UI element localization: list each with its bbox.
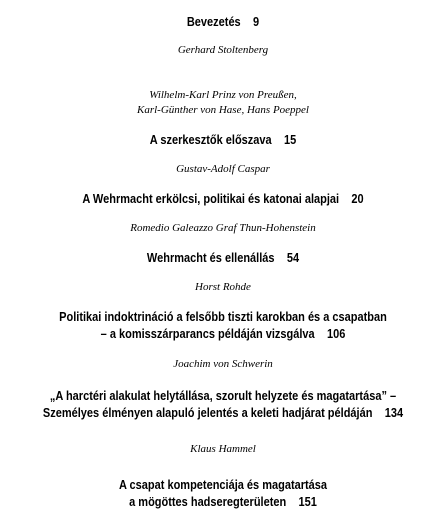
toc-author (0, 88, 446, 118)
toc-author-text: Horst Rohde (195, 281, 251, 293)
toc-page-number: 134 (384, 406, 404, 420)
toc-title-text: Személyes élményen alapuló jelentés a keleti hadjárat példáján (42, 406, 373, 420)
toc-title-text: „A harctéri alakulat helytállása, szorult helyzete és magatartása” – (49, 389, 397, 403)
toc-author-text: Klaus Hammel (190, 443, 256, 455)
toc-page-number: 15 (283, 133, 297, 147)
toc-title-political-indoctrination (27, 309, 419, 343)
toc-title-troop-competence (27, 477, 419, 511)
toc-title-text: – a komisszárparancs példáján vizsgálva (100, 327, 315, 341)
toc-page-number: 9 (253, 15, 260, 29)
toc-author-text: Gustav-Adolf Caspar (176, 163, 270, 175)
toc-page-number: 20 (351, 192, 364, 206)
toc-author (0, 280, 446, 295)
toc-title-text: Politikai indoktrináció a felsőbb tiszti karokban és a csapatban (59, 310, 387, 324)
toc-title-text: A csapat kompetenciája és magatartása (118, 478, 328, 492)
toc-author-text: Romedio Galeazzo Graf Thun-Hohenstein (130, 222, 316, 234)
toc-page-number: 151 (298, 495, 317, 509)
toc-title-text: a mögöttes hadseregterületen (129, 495, 287, 509)
toc-title-wehrmacht-resistance (27, 250, 419, 267)
toc-title-wehrmacht-foundations (27, 191, 419, 208)
toc-title-editors-foreword (27, 132, 419, 149)
toc-author (0, 43, 446, 58)
toc-title-frontline-unit (27, 388, 419, 422)
toc-title-text: Bevezetés (186, 15, 241, 29)
toc-title-text: Wehrmacht és ellenállás (146, 251, 275, 265)
toc-title-introduction (27, 14, 419, 31)
toc-author-text: Joachim von Schwerin (173, 358, 273, 370)
toc-page-number: 106 (326, 327, 346, 341)
toc-author (0, 162, 446, 177)
toc-author-text: Gerhard Stoltenberg (177, 44, 269, 56)
toc-page-number: 54 (286, 251, 300, 265)
toc-title-text: A Wehrmacht erkölcsi, politikai és katonai alapjai (82, 192, 340, 206)
toc-author (0, 221, 446, 236)
toc-author (0, 442, 446, 457)
toc-author-text: Karl-Günther von Hase, Hans Poeppel (136, 104, 309, 116)
toc-author-text: Wilhelm-Karl Prinz von Preußen, (149, 89, 297, 101)
toc-title-text: A szerkesztők előszava (149, 133, 272, 147)
toc-author (0, 357, 446, 372)
